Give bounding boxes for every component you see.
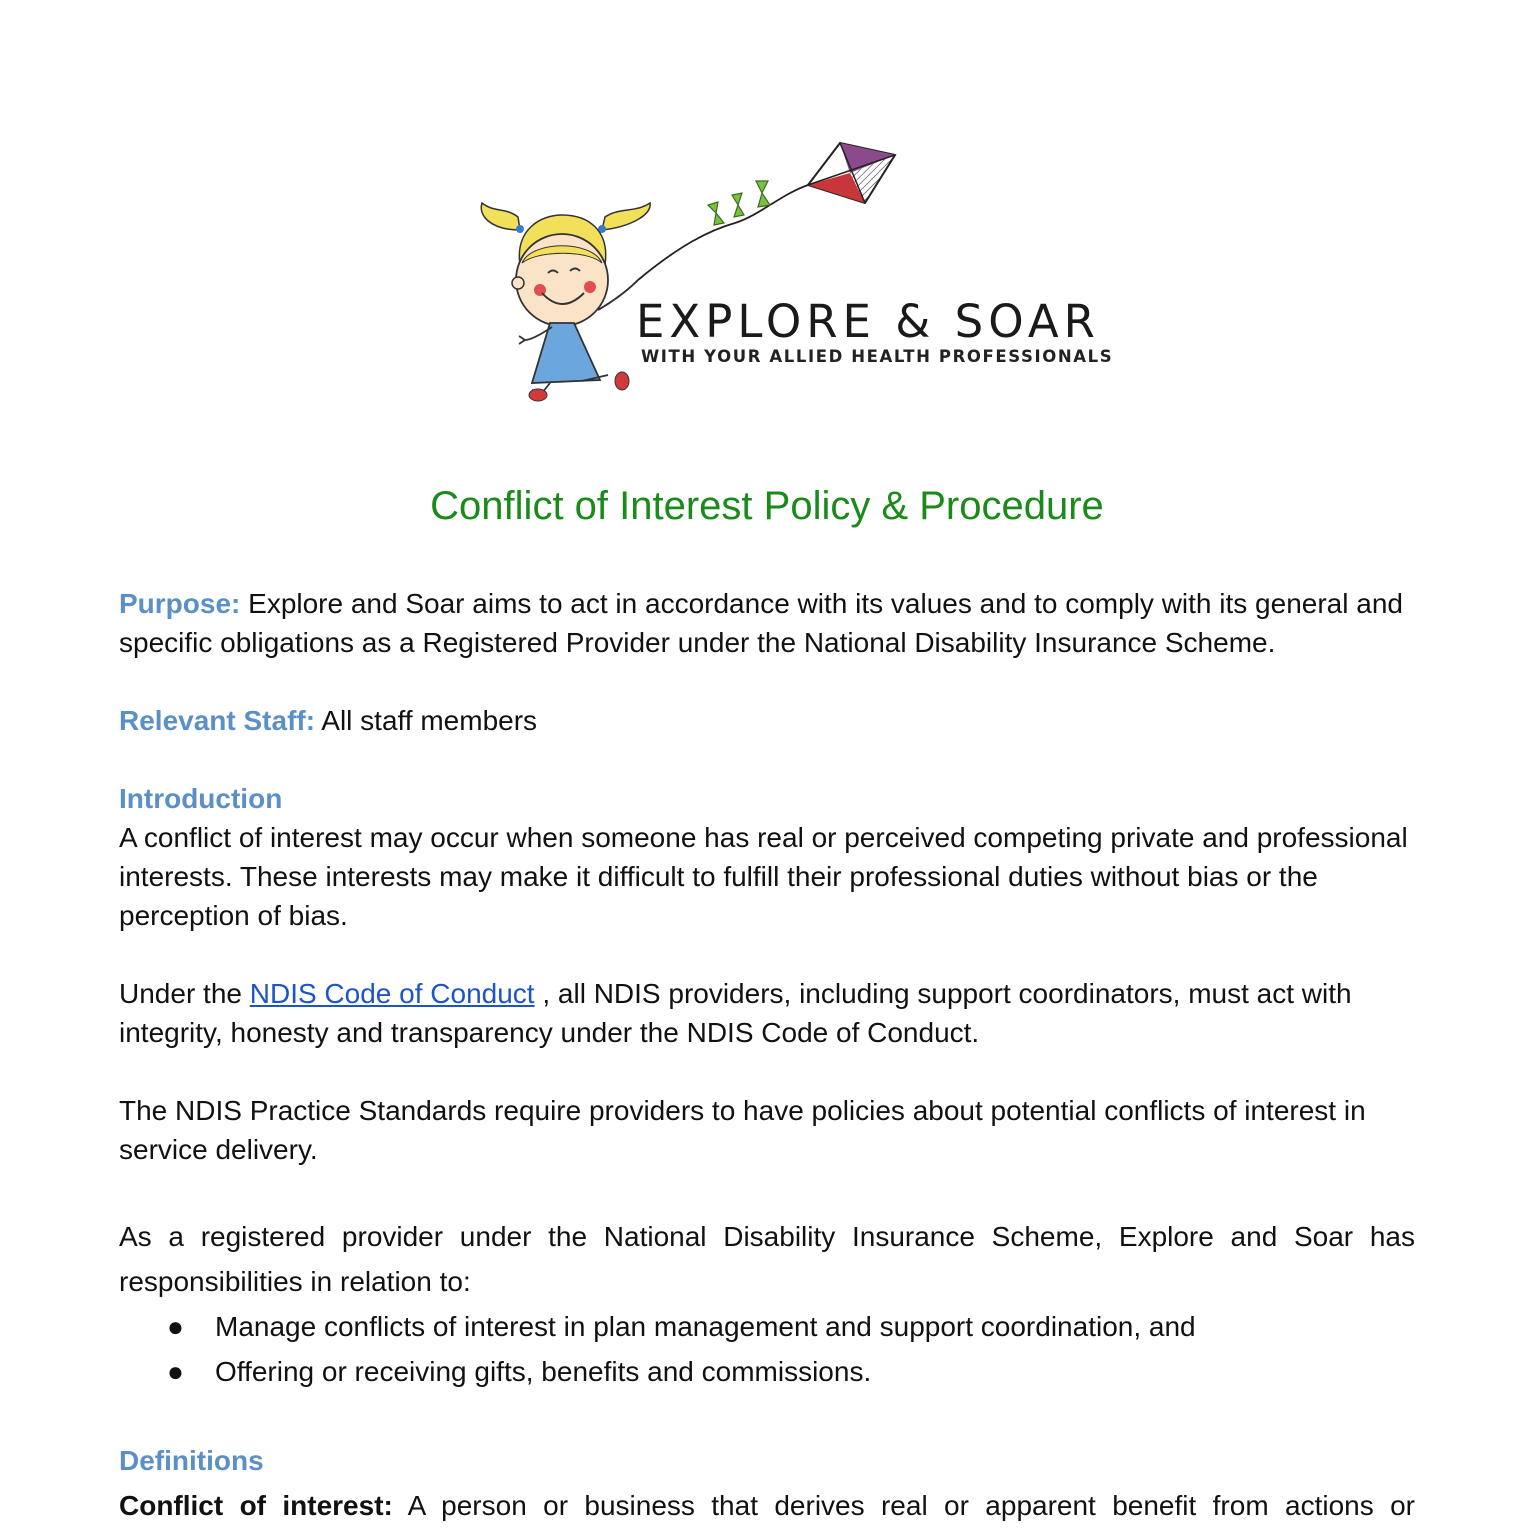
- relevant-staff-text: All staff members: [315, 705, 538, 736]
- purpose-paragraph: [119, 584, 1415, 662]
- page-title: Conflict of Interest Policy & Procedure: [430, 484, 1104, 528]
- introduction-paragraph-1: A conflict of interest may occur when someone has real or perceived competing private and professional interests. These interests may make it difficult to fulfill their professional duties without bias or the perception of bias.: [119, 822, 1408, 931]
- list-item: [119, 1349, 1415, 1394]
- intro-p2-after: , all NDIS providers, including support coordinators, must act with integrity, honesty and transparency under the NDIS Code of Conduct.: [119, 978, 1352, 1048]
- relevant-staff-label: Relevant Staff:: [119, 705, 316, 736]
- purpose-label: Purpose:: [119, 588, 241, 619]
- introduction-heading: Introduction: [119, 783, 283, 814]
- purpose-text: Explore and Soar aims to act in accordance with its values and to comply with its general and specific obligations as a Registered Provider under the National Disability Insurance Scheme.: [119, 588, 1403, 658]
- bullet-icon: ●: [167, 1311, 184, 1342]
- definition-paragraph: [119, 1483, 1415, 1528]
- definitions-heading: Definitions: [119, 1445, 264, 1476]
- list-item: [119, 1304, 1415, 1349]
- list-item-text: Offering or receiving gifts, benefits and commissions.: [215, 1356, 872, 1387]
- girl-flying-kite-icon: [470, 135, 1070, 415]
- relevant-staff-paragraph: [119, 701, 1415, 740]
- introduction-paragraph-2: [119, 974, 1415, 1052]
- list-item-text: Manage conflicts of interest in plan management and support coordination, and: [215, 1311, 1196, 1342]
- introduction-paragraph-4: As a registered provider under the National Disability Insurance Scheme, Explore and Soar has responsibilities in relation to:: [119, 1221, 1415, 1297]
- introduction-paragraph-3: The NDIS Practice Standards require providers to have policies about potential conflicts of interest in service delivery.: [119, 1095, 1366, 1165]
- logo-brand-name: EXPLORE & SOAR: [636, 295, 1100, 348]
- definition-term: Conflict of interest:: [119, 1490, 393, 1521]
- intro-p2-before: Under the: [119, 978, 250, 1009]
- responsibilities-list: [119, 1304, 1415, 1394]
- document-body: [119, 584, 1415, 1528]
- definition-text: A person or business that derives real or apparent benefit from actions or: [392, 1490, 1415, 1521]
- bullet-icon: ●: [167, 1356, 184, 1387]
- ndis-code-of-conduct-link[interactable]: NDIS Code of Conduct: [249, 978, 535, 1009]
- logo-tagline: WITH YOUR ALLIED HEALTH PROFESSIONALS: [641, 347, 1114, 366]
- logo: [470, 135, 1114, 415]
